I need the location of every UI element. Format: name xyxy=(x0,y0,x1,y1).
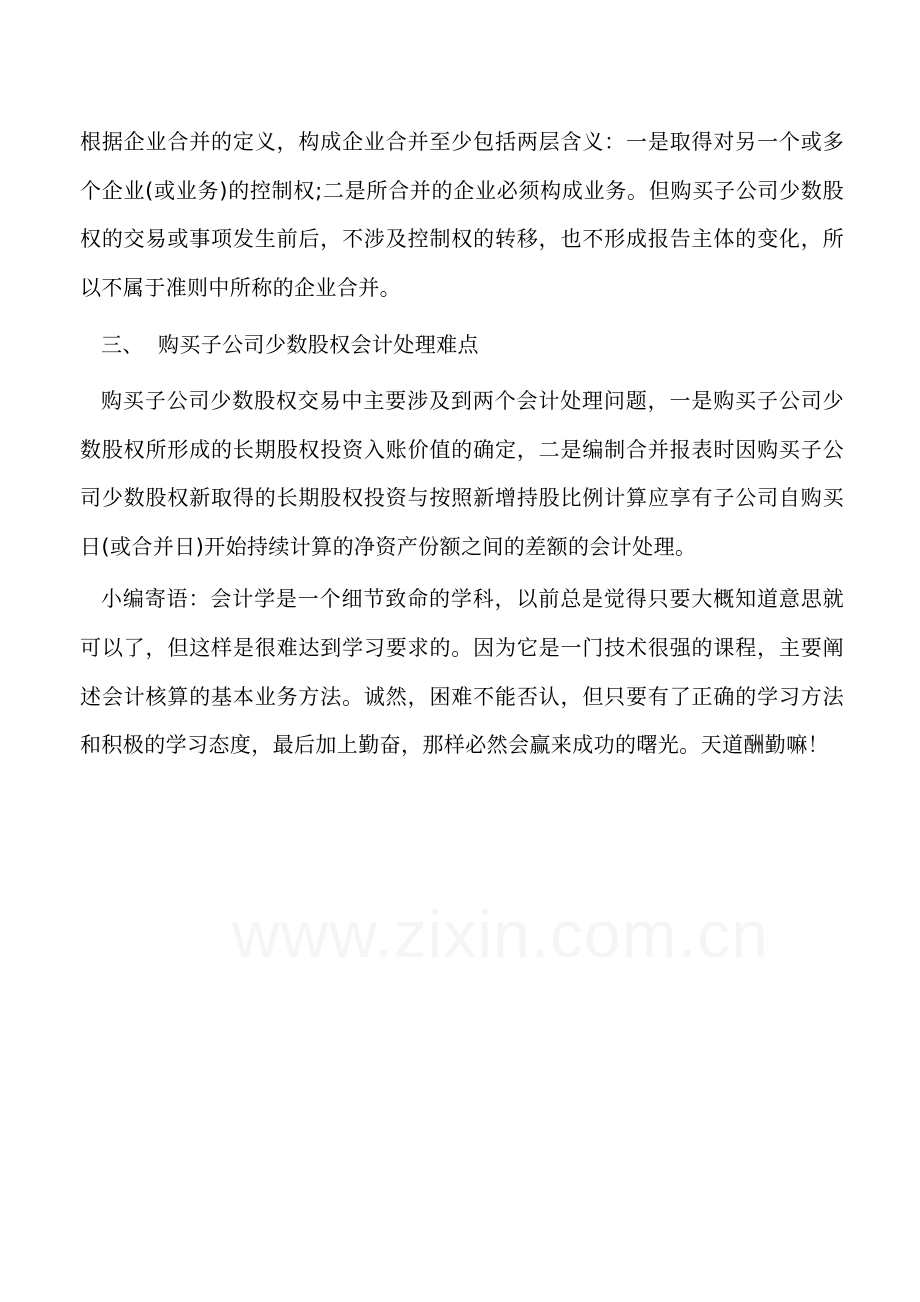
section-heading: 三、 购买子公司少数股权会计处理难点 xyxy=(101,333,479,358)
document-body xyxy=(80,118,844,770)
paragraph-definition: 根据企业合并的定义，构成企业合并至少包括两层含义：一是取得对另一个或多个企业(或业务)的控制权;二是所合并的企业必须构成业务。但购买子公司少数股权的交易或事项发生前后，不涉及控制权的转移，也不形成报告主体的变化，所以不属于准则中所称的企业合并。 xyxy=(80,130,844,300)
watermark: www.zixin.com.cn xyxy=(232,897,769,971)
paragraph-difficulties: 购买子公司少数股权交易中主要涉及到两个会计处理问题，一是购买子公司少数股权所形成的长期股权投资入账价值的确定，二是编制合并报表时因购买子公司少数股权新取得的长期股权投资与按照新增持股比例计算应享有子公司自购买日(或合并日)开始持续计算的净资产份额之间的差额的会计处理。 xyxy=(80,388,844,559)
paragraph-editor-note: 小编寄语：会计学是一个细节致命的学科，以前总是觉得只要大概知道意思就可以了，但这样是很难达到学习要求的。因为它是一门技术很强的课程，主要阐述会计核算的基本业务方法。诚然，困难不能否认，但只要有了正确的学习方法和积极的学习态度，最后加上勤奋，那样必然会赢来成功的曙光。天道酬勤嘛！ xyxy=(80,587,844,758)
